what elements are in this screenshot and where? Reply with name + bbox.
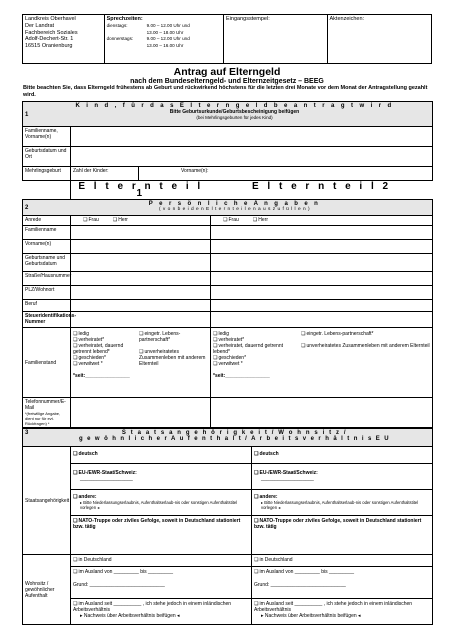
hours-day	[107, 30, 147, 37]
form-subtitle: nach dem Bundeselterngeld- und Elternzeitgesetz – BEEG	[130, 78, 324, 85]
row-label: Straße/Hausnummer	[23, 272, 71, 286]
row-label: Beruf	[23, 300, 71, 312]
eu-country-field[interactable]: ___________________	[80, 476, 133, 482]
input-cell[interactable]	[211, 240, 433, 254]
checkbox-in-deutschland[interactable]: ❏ in Deutschland	[71, 555, 251, 566]
authority-line: Landkreis Oberhavel	[25, 16, 76, 22]
hours-time: 13.00 – 18.00 Uhr	[146, 29, 184, 35]
authority-line: Adolf-Dechert-Str. 1	[25, 36, 74, 43]
proof-note: ▸ Nachweis über Arbeitsverhältnis beifügen ◂	[261, 613, 361, 619]
section-heading: g e w ö h n l i c h e r A u f e n t h a l t / A r b e i t s v e r h ä l t n i s E U	[79, 436, 391, 442]
row-label: Wohnsitz / gewöhnlicher Aufenthalt	[23, 555, 71, 625]
names-label: Vorname(n):	[181, 168, 209, 174]
hours-time: 9.00 – 12.00 Uhr und	[146, 36, 190, 42]
row-label: Familienstand	[23, 328, 71, 398]
authority-address	[23, 15, 105, 63]
checkbox-zusammenleben[interactable]: ❏ unverheiratetes Zusammenleben mit anderem Elternteil	[139, 349, 208, 367]
checkbox-eu[interactable]: ❏ EU-/EWR-Staat/Schweiz:	[254, 470, 430, 476]
checkbox-geschieden[interactable]: ❏ geschieden*	[213, 355, 301, 361]
checkbox-im-ausland-seit[interactable]: ❏ im Ausland seit __________ , ich stehe jedoch in einem inländischen Arbeitsverhältnis	[73, 601, 249, 613]
stamp-field	[224, 15, 328, 63]
residence-parent-1	[71, 555, 252, 625]
seit-field[interactable]: *seit:________________	[73, 373, 130, 379]
input-cell[interactable]	[71, 226, 211, 240]
hours-time: 9.00 – 12.00 Uhr und	[146, 22, 190, 28]
salutation-parent-2	[211, 216, 433, 226]
checkbox-verwitwet[interactable]: ❏ verwitwet *	[73, 361, 139, 367]
office-hours-title: Sprechzeiten:	[106, 16, 143, 22]
parent-2-heading: E l t e r n t e i l 2	[251, 181, 392, 192]
checkbox-im-ausland-seit[interactable]: ❏ im Ausland seit __________ , ich stehe jedoch in einem inländischen Arbeitsverhältnis	[254, 601, 430, 613]
eu-country-field[interactable]: ___________________	[261, 476, 314, 482]
salutation-parent-1	[71, 216, 211, 226]
checkbox-partnerschaft[interactable]: ❏ eingetr. Lebens-partnerschaft*	[301, 331, 430, 337]
authority-line: Fachbereich Soziales	[25, 29, 78, 36]
andere-note: ▸ Bitte Niederlassungserlaubnis, Aufenthaltserlaub-nis oder sonstigen Aufenthaltstitel vorlegen ◂	[80, 500, 238, 510]
input-cell[interactable]	[211, 300, 433, 312]
input-cell[interactable]	[211, 254, 433, 272]
checkbox-ledig[interactable]: ❏ ledig	[73, 331, 139, 337]
row-label: Steueridentifikations-Nummer	[23, 312, 71, 328]
file-number-field[interactable]	[328, 15, 431, 63]
checkbox-getrennt[interactable]: ❏ verheiratet, dauernd getrennt lebend*	[73, 343, 139, 355]
row-label: Staatsangehörigkeit	[23, 447, 71, 555]
checkbox-andere[interactable]: ❏ andere:	[73, 494, 249, 500]
hours-day: dienstags:	[106, 22, 128, 28]
stamp-label: Eingangsstempel:	[226, 16, 270, 22]
checkbox-nato[interactable]: ❏ NATO-Truppe oder ziviles Gefolge, soweit in Deutschland stationiert bzw. tätig	[252, 515, 432, 532]
input-cell[interactable]	[71, 300, 211, 312]
child-birth-field[interactable]	[71, 147, 433, 167]
marital-status-parent-1	[71, 328, 211, 398]
hours-day	[107, 43, 147, 50]
checkbox-verheiratet[interactable]: ❏ verheiratet*	[213, 337, 301, 343]
section-child	[22, 101, 433, 181]
section-number: 1	[25, 112, 29, 118]
row-label: Familienname	[23, 226, 71, 240]
input-cell[interactable]	[71, 272, 211, 286]
input-cell[interactable]	[211, 286, 433, 300]
input-cell[interactable]	[211, 272, 433, 286]
section-personal	[22, 181, 433, 428]
phone-field[interactable]	[71, 398, 211, 428]
section-sub-note: (bei Mehrlingsgeburten für jedes Kind)	[196, 115, 273, 120]
section-number: 3	[25, 430, 29, 436]
input-cell[interactable]	[71, 254, 211, 272]
section-heading: P e r s ö n l i c h e A n g a b e n	[148, 201, 321, 207]
child-names-field[interactable]	[139, 167, 433, 181]
residence-parent-2	[252, 555, 433, 625]
hours-day: donnerstags:	[106, 36, 134, 42]
grund-field[interactable]: Grund: ___________________________	[73, 582, 165, 588]
input-cell[interactable]	[71, 312, 211, 328]
section-heading: K i n d , f ü r d a s E l t e r n g e l d b e a n t r a g t w i r d	[75, 103, 394, 109]
section-sub: ( v o n b e i d e n E l t e r n t e i l e n a u s z u f ü l l e n )	[158, 207, 311, 212]
section-1-header	[23, 102, 433, 127]
form-notice: Bitte beachten Sie, dass Elterngeld frühestens ab Geburt und rückwirkend höchstens für die letzten drei Monate vor dem Monat der Antragstellung gezahlt wird.	[23, 85, 428, 98]
checkbox-verheiratet[interactable]: ❏ verheiratet*	[73, 337, 139, 343]
row-label: Geburtsdatum und Ort	[23, 147, 71, 167]
row-label: Mehrlingsgeburt	[23, 167, 71, 181]
hours-time: 13.00 – 16.00 Uhr	[146, 43, 184, 49]
nationality-parent-1	[71, 447, 252, 555]
proof-note: ▸ Nachweis über Arbeitsverhältnis beifügen ◂	[80, 613, 180, 619]
application-form	[22, 14, 432, 625]
input-cell[interactable]	[71, 286, 211, 300]
nationality-parent-2	[252, 447, 433, 555]
checkbox-andere[interactable]: ❏ andere:	[254, 494, 430, 500]
checkbox-getrennt[interactable]: ❏ verheiratet, dauernd getrennt lebend*	[213, 343, 301, 355]
row-label: Vorname(n)	[23, 240, 71, 254]
section-sub: Bitte Geburtsurkunde/Geburtsbescheinigung beifügen	[169, 109, 300, 115]
input-cell[interactable]	[211, 312, 433, 328]
row-label: PLZ/Wohnort	[23, 286, 71, 300]
andere-note: ▸ Bitte Niederlassungserlaubnis, Aufenthaltserlaub-nis oder sonstigen Aufenthaltstitel vorlegen ◂	[261, 500, 419, 510]
checkbox-herr[interactable]: ❏ Herr	[253, 217, 268, 223]
checkbox-herr[interactable]: ❏ Herr	[113, 217, 128, 223]
grund-field[interactable]: Grund: ___________________________	[254, 582, 346, 588]
row-label: Familienname, Vorname(n)	[23, 127, 71, 147]
form-header	[22, 14, 432, 64]
phone-field[interactable]	[211, 398, 433, 428]
count-label: Zahl der Kinder:	[73, 168, 109, 174]
input-cell[interactable]	[211, 226, 433, 240]
checkbox-im-ausland[interactable]: ❏ im Ausland von _________ bis _________	[254, 569, 430, 575]
child-count-field[interactable]	[71, 167, 139, 181]
phone-note: *(freiwillige Angabe, dient nur für evt. Rückfragen) *	[25, 411, 61, 426]
checkbox-eu[interactable]: ❏ EU-/EWR-Staat/Schweiz:	[73, 470, 249, 476]
authority-line: Der Landrat	[25, 22, 55, 29]
form-title: Antrag auf Elterngeld	[173, 66, 281, 78]
section-3-header	[23, 429, 433, 447]
file-number-label: Aktenzeichen:	[329, 16, 365, 22]
checkbox-frau[interactable]: ❏ Frau	[83, 217, 99, 223]
checkbox-deutsch[interactable]: ❏ deutsch	[71, 447, 251, 463]
office-hours	[105, 15, 224, 63]
input-cell[interactable]	[71, 240, 211, 254]
row-label: Telefonnummer/E-Mail	[25, 399, 66, 411]
phone-label-cell	[23, 398, 71, 428]
checkbox-ledig[interactable]: ❏ ledig	[213, 331, 301, 337]
section-nationality	[22, 428, 433, 625]
row-label: Anrede	[23, 216, 71, 226]
checkbox-frau[interactable]: ❏ Frau	[223, 217, 239, 223]
section-number: 2	[25, 205, 29, 211]
checkbox-partnerschaft[interactable]: ❏ eingetr. Lebens-partnerschaft*	[139, 331, 208, 343]
marital-status-parent-2	[211, 328, 433, 398]
checkbox-im-ausland[interactable]: ❏ im Ausland von _________ bis _________	[73, 569, 249, 575]
authority-line: 16515 Oranienburg	[25, 43, 73, 50]
section-heading: S t a a t s a n g e h ö r i g k e i t / W o h n s i t z /	[121, 430, 348, 436]
row-label: Geburtsname und Geburtsdatum	[23, 254, 71, 272]
checkbox-nato[interactable]: ❏ NATO-Truppe oder ziviles Gefolge, soweit in Deutschland stationiert bzw. tätig	[71, 515, 251, 532]
checkbox-verwitwet[interactable]: ❏ verwitwet *	[213, 361, 301, 367]
checkbox-in-deutschland[interactable]: ❏ in Deutschland	[252, 555, 432, 566]
seit-field[interactable]: *seit:________________	[213, 373, 270, 379]
parent-1-heading: E l t e r n t e i l 1	[78, 181, 204, 199]
checkbox-deutsch[interactable]: ❏ deutsch	[252, 447, 432, 463]
checkbox-geschieden[interactable]: ❏ geschieden*	[73, 355, 139, 361]
child-name-field[interactable]	[71, 127, 433, 147]
checkbox-zusammenleben[interactable]: ❏ unverheiratetes Zusammenleben mit anderem Elternteil	[301, 343, 430, 349]
section-2-header	[23, 200, 433, 216]
